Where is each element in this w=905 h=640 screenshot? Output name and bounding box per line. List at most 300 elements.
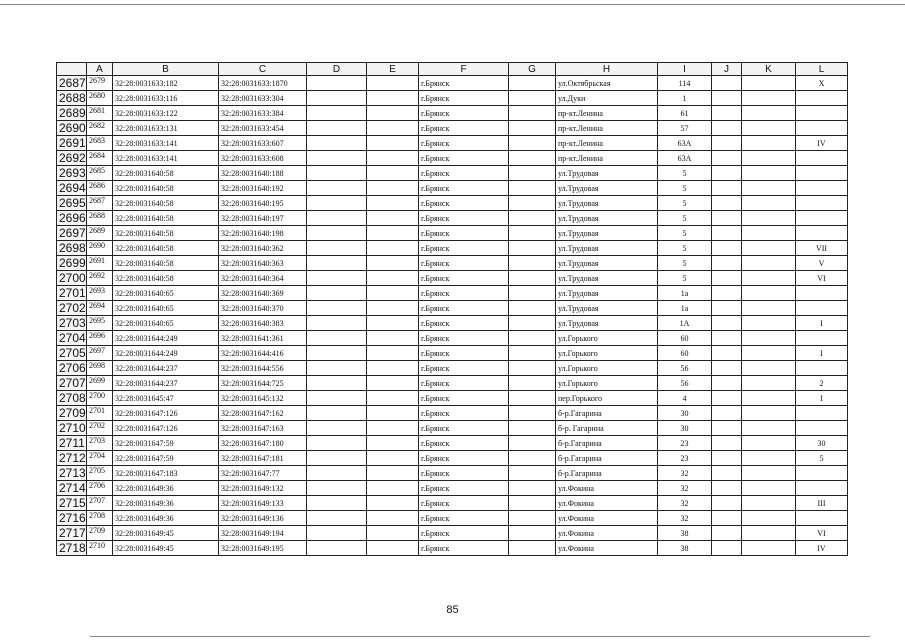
cell-k[interactable] [742, 271, 796, 286]
cell-g[interactable] [509, 421, 556, 436]
cell-a[interactable]: 2679 [87, 76, 113, 91]
cell-d[interactable] [307, 211, 367, 226]
cell-d[interactable] [307, 106, 367, 121]
cell-c[interactable]: 32:28:0031641:361 [219, 331, 307, 346]
cell-k[interactable] [742, 331, 796, 346]
column-header-i[interactable]: I [658, 63, 712, 76]
cell-e[interactable] [367, 331, 419, 346]
cell-h[interactable]: ул.Трудовая [556, 286, 658, 301]
cell-k[interactable] [742, 376, 796, 391]
cell-l[interactable] [796, 226, 848, 241]
cell-k[interactable] [742, 406, 796, 421]
cell-h[interactable]: б-р.Гагарина [556, 466, 658, 481]
cell-l[interactable] [796, 181, 848, 196]
cell-e[interactable] [367, 136, 419, 151]
cell-b[interactable]: 32:28:0031644:249 [113, 346, 219, 361]
cell-f[interactable]: г.Брянск [419, 226, 509, 241]
cell-i[interactable]: 63А [658, 136, 712, 151]
cell-f[interactable]: г.Брянск [419, 331, 509, 346]
cell-c[interactable]: 32:28:0031633:608 [219, 151, 307, 166]
cell-e[interactable] [367, 541, 419, 556]
cell-l[interactable] [796, 481, 848, 496]
cell-j[interactable] [712, 451, 742, 466]
cell-l[interactable]: VII [796, 241, 848, 256]
cell-f[interactable]: г.Брянск [419, 436, 509, 451]
cell-a[interactable]: 2682 [87, 121, 113, 136]
cell-c[interactable]: 32:28:0031633:454 [219, 121, 307, 136]
cell-f[interactable]: г.Брянск [419, 316, 509, 331]
cell-l[interactable]: I [796, 391, 848, 406]
cell-b[interactable]: 32:28:0031644:237 [113, 361, 219, 376]
cell-a[interactable]: 2688 [87, 211, 113, 226]
cell-l[interactable] [796, 361, 848, 376]
cell-d[interactable] [307, 526, 367, 541]
cell-a[interactable]: 2698 [87, 361, 113, 376]
cell-e[interactable] [367, 121, 419, 136]
cell-l[interactable] [796, 331, 848, 346]
cell-a[interactable]: 2684 [87, 151, 113, 166]
cell-b[interactable]: 32:28:0031640:58 [113, 226, 219, 241]
cell-d[interactable] [307, 241, 367, 256]
cell-i[interactable]: 38 [658, 541, 712, 556]
cell-b[interactable]: 32:28:0031644:249 [113, 331, 219, 346]
cell-l[interactable]: I [796, 316, 848, 331]
cell-i[interactable]: 63А [658, 151, 712, 166]
cell-j[interactable] [712, 406, 742, 421]
cell-j[interactable] [712, 181, 742, 196]
cell-d[interactable] [307, 181, 367, 196]
cell-l[interactable]: VI [796, 526, 848, 541]
cell-b[interactable]: 32:28:0031640:58 [113, 196, 219, 211]
cell-g[interactable] [509, 361, 556, 376]
cell-j[interactable] [712, 346, 742, 361]
column-header-d[interactable]: D [307, 63, 367, 76]
cell-f[interactable]: г.Брянск [419, 526, 509, 541]
row-number-cell[interactable]: 2700 [57, 271, 87, 286]
cell-j[interactable] [712, 361, 742, 376]
cell-i[interactable]: 5 [658, 211, 712, 226]
cell-b[interactable]: 32:28:0031633:116 [113, 91, 219, 106]
cell-c[interactable]: 32:28:0031640:363 [219, 256, 307, 271]
cell-b[interactable]: 32:28:0031633:182 [113, 76, 219, 91]
row-number-cell[interactable]: 2718 [57, 541, 87, 556]
cell-i[interactable]: 32 [658, 511, 712, 526]
cell-f[interactable]: г.Брянск [419, 181, 509, 196]
cell-h[interactable]: б-р. Гагарина [556, 421, 658, 436]
cell-f[interactable]: г.Брянск [419, 541, 509, 556]
row-number-cell[interactable]: 2713 [57, 466, 87, 481]
cell-j[interactable] [712, 391, 742, 406]
cell-c[interactable]: 32:28:0031649:194 [219, 526, 307, 541]
cell-l[interactable] [796, 406, 848, 421]
cell-l[interactable] [796, 466, 848, 481]
cell-b[interactable]: 32:28:0031645:47 [113, 391, 219, 406]
cell-a[interactable]: 2693 [87, 286, 113, 301]
cell-d[interactable] [307, 256, 367, 271]
cell-f[interactable]: г.Брянск [419, 91, 509, 106]
cell-k[interactable] [742, 196, 796, 211]
cell-e[interactable] [367, 421, 419, 436]
cell-g[interactable] [509, 406, 556, 421]
row-number-cell[interactable]: 2710 [57, 421, 87, 436]
cell-h[interactable]: ул.Трудовая [556, 211, 658, 226]
cell-e[interactable] [367, 241, 419, 256]
cell-c[interactable]: 32:28:0031647:162 [219, 406, 307, 421]
cell-h[interactable]: пр-кт.Ленина [556, 136, 658, 151]
cell-f[interactable]: г.Брянск [419, 481, 509, 496]
cell-c[interactable]: 32:28:0031640:370 [219, 301, 307, 316]
cell-j[interactable] [712, 91, 742, 106]
cell-h[interactable]: ул.Трудовая [556, 316, 658, 331]
cell-d[interactable] [307, 121, 367, 136]
cell-d[interactable] [307, 436, 367, 451]
row-number-cell[interactable]: 2717 [57, 526, 87, 541]
cell-l[interactable]: 30 [796, 436, 848, 451]
cell-l[interactable] [796, 211, 848, 226]
cell-e[interactable] [367, 451, 419, 466]
cell-h[interactable]: ул.Фокина [556, 526, 658, 541]
cell-l[interactable]: 5 [796, 451, 848, 466]
cell-k[interactable] [742, 256, 796, 271]
cell-f[interactable]: г.Брянск [419, 151, 509, 166]
cell-i[interactable]: 32 [658, 481, 712, 496]
cell-g[interactable] [509, 121, 556, 136]
cell-e[interactable] [367, 496, 419, 511]
cell-l[interactable]: 2 [796, 376, 848, 391]
cell-a[interactable]: 2694 [87, 301, 113, 316]
cell-k[interactable] [742, 151, 796, 166]
cell-l[interactable] [796, 511, 848, 526]
column-header-a[interactable]: A [87, 63, 113, 76]
cell-e[interactable] [367, 286, 419, 301]
row-number-cell[interactable]: 2697 [57, 226, 87, 241]
cell-a[interactable]: 2703 [87, 436, 113, 451]
cell-a[interactable]: 2706 [87, 481, 113, 496]
cell-l[interactable] [796, 196, 848, 211]
cell-g[interactable] [509, 301, 556, 316]
cell-e[interactable] [367, 181, 419, 196]
cell-g[interactable] [509, 466, 556, 481]
cell-e[interactable] [367, 271, 419, 286]
cell-c[interactable]: 32:28:0031645:132 [219, 391, 307, 406]
cell-k[interactable] [742, 511, 796, 526]
cell-c[interactable]: 32:28:0031647:180 [219, 436, 307, 451]
cell-b[interactable]: 32:28:0031640:65 [113, 286, 219, 301]
cell-g[interactable] [509, 526, 556, 541]
cell-e[interactable] [367, 481, 419, 496]
cell-h[interactable]: ул.Фокина [556, 511, 658, 526]
cell-b[interactable]: 32:28:0031649:36 [113, 481, 219, 496]
row-number-cell[interactable]: 2693 [57, 166, 87, 181]
cell-i[interactable]: 1А [658, 316, 712, 331]
row-number-cell[interactable]: 2703 [57, 316, 87, 331]
cell-f[interactable]: г.Брянск [419, 271, 509, 286]
cell-k[interactable] [742, 481, 796, 496]
cell-b[interactable]: 32:28:0031640:58 [113, 271, 219, 286]
cell-c[interactable]: 32:28:0031633:607 [219, 136, 307, 151]
cell-c[interactable]: 32:28:0031649:132 [219, 481, 307, 496]
cell-b[interactable]: 32:28:0031640:58 [113, 166, 219, 181]
cell-b[interactable]: 32:28:0031640:65 [113, 301, 219, 316]
cell-i[interactable]: 56 [658, 376, 712, 391]
cell-g[interactable] [509, 541, 556, 556]
cell-h[interactable]: ул.Горького [556, 346, 658, 361]
cell-f[interactable]: г.Брянск [419, 451, 509, 466]
cell-d[interactable] [307, 376, 367, 391]
cell-l[interactable]: IV [796, 136, 848, 151]
cell-e[interactable] [367, 391, 419, 406]
cell-g[interactable] [509, 481, 556, 496]
cell-d[interactable] [307, 316, 367, 331]
cell-b[interactable]: 32:28:0031649:45 [113, 526, 219, 541]
cell-f[interactable]: г.Брянск [419, 241, 509, 256]
cell-a[interactable]: 2690 [87, 241, 113, 256]
cell-k[interactable] [742, 346, 796, 361]
cell-h[interactable]: ул.Трудовая [556, 196, 658, 211]
cell-l[interactable] [796, 151, 848, 166]
cell-k[interactable] [742, 391, 796, 406]
cell-i[interactable]: 5 [658, 196, 712, 211]
row-number-cell[interactable]: 2716 [57, 511, 87, 526]
row-number-cell[interactable]: 2689 [57, 106, 87, 121]
cell-j[interactable] [712, 211, 742, 226]
cell-l[interactable] [796, 166, 848, 181]
row-number-cell[interactable]: 2708 [57, 391, 87, 406]
row-number-cell[interactable]: 2714 [57, 481, 87, 496]
row-number-cell[interactable]: 2699 [57, 256, 87, 271]
column-header-g[interactable]: G [509, 63, 556, 76]
cell-f[interactable]: г.Брянск [419, 466, 509, 481]
cell-h[interactable]: пр-кт.Ленина [556, 106, 658, 121]
column-header-h[interactable]: H [556, 63, 658, 76]
cell-f[interactable]: г.Брянск [419, 346, 509, 361]
cell-d[interactable] [307, 226, 367, 241]
cell-g[interactable] [509, 436, 556, 451]
cell-i[interactable]: 5 [658, 256, 712, 271]
cell-b[interactable]: 32:28:0031647:59 [113, 451, 219, 466]
cell-h[interactable]: ул.Горького [556, 331, 658, 346]
cell-g[interactable] [509, 451, 556, 466]
cell-j[interactable] [712, 331, 742, 346]
cell-i[interactable]: 5 [658, 166, 712, 181]
cell-h[interactable]: ул.Горького [556, 361, 658, 376]
cell-e[interactable] [367, 526, 419, 541]
cell-a[interactable]: 2683 [87, 136, 113, 151]
cell-c[interactable]: 32:28:0031633:384 [219, 106, 307, 121]
cell-j[interactable] [712, 241, 742, 256]
cell-k[interactable] [742, 301, 796, 316]
corner-cell[interactable] [57, 63, 87, 76]
cell-d[interactable] [307, 196, 367, 211]
cell-j[interactable] [712, 76, 742, 91]
row-number-cell[interactable]: 2690 [57, 121, 87, 136]
cell-e[interactable] [367, 106, 419, 121]
cell-j[interactable] [712, 136, 742, 151]
cell-d[interactable] [307, 301, 367, 316]
cell-j[interactable] [712, 376, 742, 391]
cell-g[interactable] [509, 496, 556, 511]
cell-l[interactable]: I [796, 346, 848, 361]
cell-l[interactable] [796, 286, 848, 301]
cell-h[interactable]: ул.Горького [556, 376, 658, 391]
cell-e[interactable] [367, 226, 419, 241]
row-number-cell[interactable]: 2694 [57, 181, 87, 196]
cell-h[interactable]: ул.Трудовая [556, 301, 658, 316]
row-number-cell[interactable]: 2712 [57, 451, 87, 466]
cell-e[interactable] [367, 511, 419, 526]
cell-a[interactable]: 2699 [87, 376, 113, 391]
cell-c[interactable]: 32:28:0031640:362 [219, 241, 307, 256]
cell-i[interactable]: 5 [658, 271, 712, 286]
cell-d[interactable] [307, 421, 367, 436]
cell-k[interactable] [742, 166, 796, 181]
cell-c[interactable]: 32:28:0031644:416 [219, 346, 307, 361]
cell-f[interactable]: г.Брянск [419, 286, 509, 301]
cell-k[interactable] [742, 436, 796, 451]
cell-i[interactable]: 32 [658, 466, 712, 481]
cell-b[interactable]: 32:28:0031649:36 [113, 511, 219, 526]
cell-j[interactable] [712, 511, 742, 526]
cell-f[interactable]: г.Брянск [419, 496, 509, 511]
cell-h[interactable]: ул.Фокина [556, 496, 658, 511]
cell-a[interactable]: 2692 [87, 271, 113, 286]
cell-i[interactable]: 5 [658, 241, 712, 256]
cell-c[interactable]: 32:28:0031644:556 [219, 361, 307, 376]
cell-i[interactable]: 32 [658, 496, 712, 511]
cell-h[interactable]: б-р.Гагарина [556, 436, 658, 451]
cell-b[interactable]: 32:28:0031640:58 [113, 256, 219, 271]
cell-e[interactable] [367, 316, 419, 331]
cell-f[interactable]: г.Брянск [419, 211, 509, 226]
cell-a[interactable]: 2710 [87, 541, 113, 556]
cell-g[interactable] [509, 106, 556, 121]
cell-d[interactable] [307, 361, 367, 376]
cell-c[interactable]: 32:28:0031633:304 [219, 91, 307, 106]
cell-c[interactable]: 32:28:0031649:136 [219, 511, 307, 526]
cell-i[interactable]: 5 [658, 181, 712, 196]
cell-j[interactable] [712, 151, 742, 166]
cell-g[interactable] [509, 196, 556, 211]
row-number-cell[interactable]: 2715 [57, 496, 87, 511]
cell-a[interactable]: 2701 [87, 406, 113, 421]
cell-g[interactable] [509, 166, 556, 181]
cell-h[interactable]: ул.Дуки [556, 91, 658, 106]
cell-a[interactable]: 2686 [87, 181, 113, 196]
cell-l[interactable]: X [796, 76, 848, 91]
cell-h[interactable]: пер.Горького [556, 391, 658, 406]
cell-k[interactable] [742, 526, 796, 541]
cell-d[interactable] [307, 151, 367, 166]
cell-e[interactable] [367, 301, 419, 316]
cell-c[interactable]: 32:28:0031640:195 [219, 196, 307, 211]
column-header-e[interactable]: E [367, 63, 419, 76]
cell-h[interactable]: ул.Трудовая [556, 181, 658, 196]
cell-k[interactable] [742, 541, 796, 556]
cell-k[interactable] [742, 316, 796, 331]
cell-e[interactable] [367, 196, 419, 211]
cell-f[interactable]: г.Брянск [419, 106, 509, 121]
cell-k[interactable] [742, 226, 796, 241]
cell-c[interactable]: 32:28:0031640:197 [219, 211, 307, 226]
cell-i[interactable]: 1а [658, 286, 712, 301]
cell-e[interactable] [367, 436, 419, 451]
cell-k[interactable] [742, 76, 796, 91]
cell-d[interactable] [307, 481, 367, 496]
cell-i[interactable]: 57 [658, 121, 712, 136]
cell-h[interactable]: ул.Октябрьская [556, 76, 658, 91]
cell-k[interactable] [742, 421, 796, 436]
cell-b[interactable]: 32:28:0031640:65 [113, 316, 219, 331]
cell-l[interactable] [796, 421, 848, 436]
cell-c[interactable]: 32:28:0031640:369 [219, 286, 307, 301]
cell-c[interactable]: 32:28:0031640:188 [219, 166, 307, 181]
cell-h[interactable]: ул.Фокина [556, 541, 658, 556]
column-header-k[interactable]: K [742, 63, 796, 76]
cell-c[interactable]: 32:28:0031649:195 [219, 541, 307, 556]
cell-a[interactable]: 2685 [87, 166, 113, 181]
cell-j[interactable] [712, 271, 742, 286]
cell-g[interactable] [509, 211, 556, 226]
cell-d[interactable] [307, 346, 367, 361]
cell-f[interactable]: г.Брянск [419, 76, 509, 91]
cell-j[interactable] [712, 481, 742, 496]
row-number-cell[interactable]: 2688 [57, 91, 87, 106]
cell-g[interactable] [509, 391, 556, 406]
cell-b[interactable]: 32:28:0031633:141 [113, 136, 219, 151]
cell-b[interactable]: 32:28:0031644:237 [113, 376, 219, 391]
cell-d[interactable] [307, 271, 367, 286]
cell-g[interactable] [509, 256, 556, 271]
cell-b[interactable]: 32:28:0031633:131 [113, 121, 219, 136]
cell-g[interactable] [509, 271, 556, 286]
row-number-cell[interactable]: 2692 [57, 151, 87, 166]
cell-b[interactable]: 32:28:0031649:45 [113, 541, 219, 556]
cell-f[interactable]: г.Брянск [419, 361, 509, 376]
row-number-cell[interactable]: 2702 [57, 301, 87, 316]
cell-f[interactable]: г.Брянск [419, 256, 509, 271]
cell-h[interactable]: ул.Трудовая [556, 166, 658, 181]
cell-l[interactable] [796, 301, 848, 316]
cell-b[interactable]: 32:28:0031647:183 [113, 466, 219, 481]
cell-l[interactable] [796, 106, 848, 121]
row-number-cell[interactable]: 2705 [57, 346, 87, 361]
cell-g[interactable] [509, 151, 556, 166]
cell-j[interactable] [712, 256, 742, 271]
cell-b[interactable]: 32:28:0031647:59 [113, 436, 219, 451]
cell-d[interactable] [307, 406, 367, 421]
cell-e[interactable] [367, 151, 419, 166]
cell-h[interactable]: ул.Трудовая [556, 271, 658, 286]
cell-b[interactable]: 32:28:0031633:122 [113, 106, 219, 121]
cell-d[interactable] [307, 331, 367, 346]
cell-l[interactable]: V [796, 256, 848, 271]
cell-b[interactable]: 32:28:0031633:141 [113, 151, 219, 166]
cell-i[interactable]: 114 [658, 76, 712, 91]
cell-a[interactable]: 2681 [87, 106, 113, 121]
cell-f[interactable]: г.Брянск [419, 136, 509, 151]
cell-h[interactable]: ул.Трудовая [556, 226, 658, 241]
cell-a[interactable]: 2680 [87, 91, 113, 106]
row-number-cell[interactable]: 2691 [57, 136, 87, 151]
cell-h[interactable]: ул.Трудовая [556, 241, 658, 256]
cell-i[interactable]: 23 [658, 436, 712, 451]
cell-a[interactable]: 2709 [87, 526, 113, 541]
cell-d[interactable] [307, 286, 367, 301]
cell-h[interactable]: б-р.Гагарина [556, 451, 658, 466]
cell-k[interactable] [742, 91, 796, 106]
cell-f[interactable]: г.Брянск [419, 376, 509, 391]
cell-d[interactable] [307, 91, 367, 106]
